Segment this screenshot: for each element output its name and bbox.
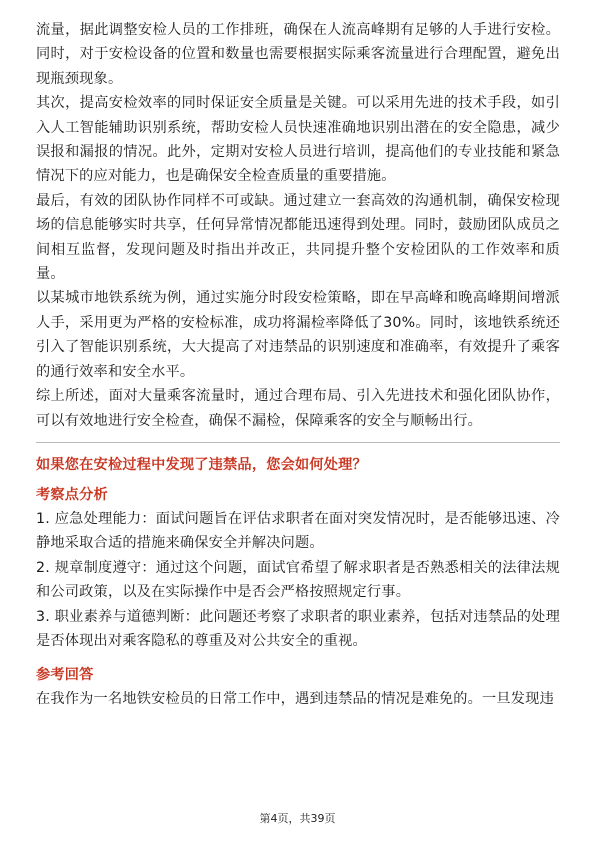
- page-number: 第4页，共39页: [259, 812, 336, 825]
- body-paragraph: 流量，据此调整安检人员的工作排班，确保在人流高峰期有足够的人手进行安检。同时，对于安检设备的位置和数量也需要根据实际乘客流量进行合理配置，避免出现瓶颈现象。: [36, 22, 560, 87]
- body-paragraph: 综上所述，面对大量乘客流量时，通过合理布局、引入先进技术和强化团队协作，可以有效地进行安全检查，确保不漏检，保障乘客的安全与顺畅出行。: [36, 388, 560, 429]
- reference-answer-text: 在我作为一名地铁安检员的日常工作中，遇到违禁品的情况是难免的。一旦发现违: [36, 691, 554, 708]
- analysis-item: 2. 规章制度遵守：通过这个问题，面试官希望了解求职者是否熟悉相关的法律法规和公司政策，以及在实际操作中是否会严格按照规定行事。: [36, 559, 560, 601]
- body-paragraph: 最后，有效的团队协作同样不可或缺。通过建立一套高效的沟通机制，确保安检现场的信息能够实时共享，任何异常情况都能迅速得到处理。同时，鼓励团队成员之间相互监督，发现问题及时指出并改正，共同提升整个安检团队的工作效率和质量。: [36, 192, 560, 283]
- section-divider: [36, 442, 560, 443]
- body-paragraph: 其次，提高安检效率的同时保证安全质量是关键。可以采用先进的技术手段，如引入人工智能辅助识别系统，帮助安检人员快速准确地识别出潜在的安全隐患，减少误报和漏报的情况。此外，定期对安检人员进行培训，提高他们的专业技能和紧急情况下的应对能力，也是确保安全检查质量的重要措施。: [36, 95, 560, 185]
- analysis-heading: 考察点分析: [36, 486, 108, 503]
- question-title: 如果您在安检过程中发现了违禁品，您会如何处理？: [36, 456, 367, 473]
- reference-heading: 参考回答: [36, 667, 94, 684]
- analysis-item: 3. 职业素养与道德判断：此问题还考察了求职者的职业素养，包括对违禁品的处理是否体现出对乘客隐私的尊重及对公共安全的重视。: [36, 608, 560, 649]
- document-content: [36, 18, 560, 712]
- analysis-item: 1. 应急处理能力：面试问题旨在评估求职者在面对突发情况时，是否能够迅速、冷静地采取合适的措施来确保安全并解决问题。: [36, 510, 560, 552]
- body-paragraph: 以某城市地铁系统为例，通过实施分时段安检策略，即在早高峰和晚高峰期间增派人手，采用更为严格的安检标准，成功将漏检率降低了30%。同时，该地铁系统还引入了智能识别系统，大大提高了对违禁品的识别速度和准确率，有效提升了乘客的通行效率和安全水平。: [36, 290, 560, 380]
